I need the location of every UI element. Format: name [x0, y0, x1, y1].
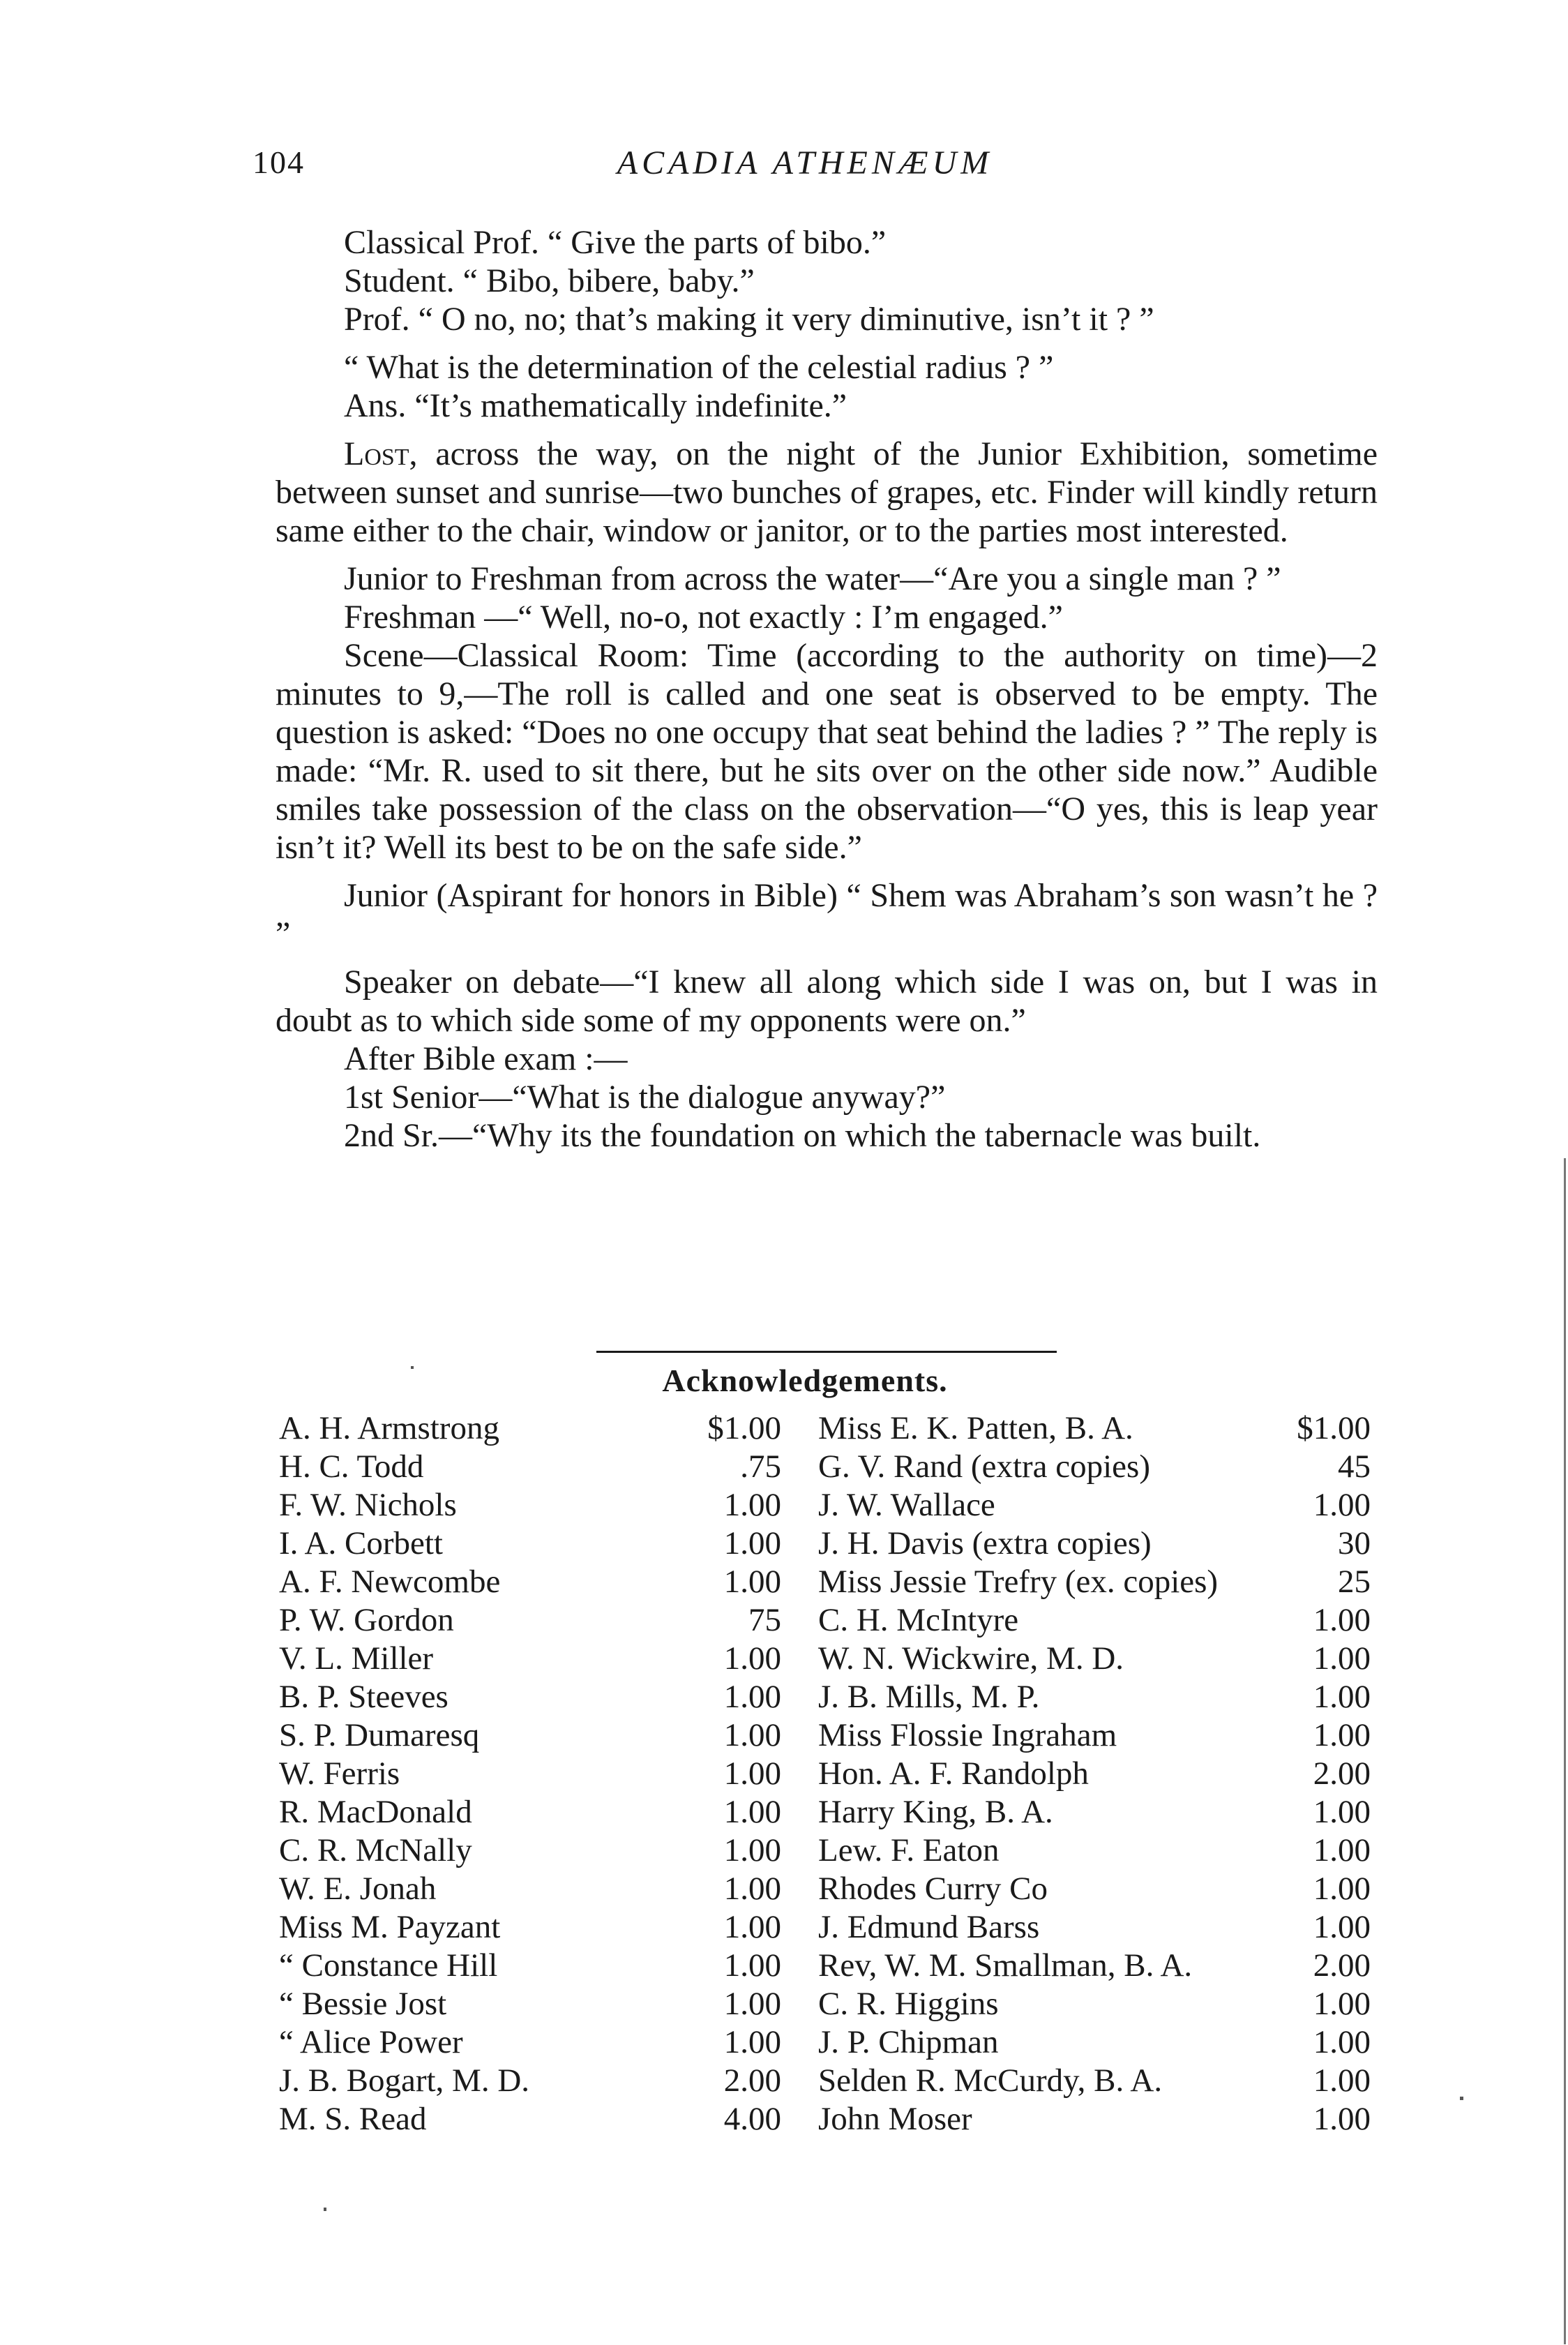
subscription-amount: 1.00 [1313, 1909, 1371, 1945]
subscriber-name: Hon. A. F. Randolph [818, 1755, 1089, 1792]
paragraph-p14 [276, 1116, 1378, 1155]
paragraph-p10 [276, 876, 1378, 953]
subscriber-name: Miss Jessie Trefry (ex. copies) [818, 1564, 1219, 1600]
subscriber-name: W. N. Wickwire, M. D. [818, 1640, 1124, 1677]
subscriber-name: W. E. Jonah [279, 1871, 437, 1907]
subscriber-name: “ Bessie Jost [279, 1986, 447, 2022]
subscription-amount: 75 [748, 1602, 781, 1638]
subscription-amount: 1.00 [1313, 1679, 1371, 1715]
subscriber-name: A. H. Armstrong [279, 1410, 499, 1446]
subscriber-name: S. P. Dumaresq [279, 1717, 480, 1753]
subscriber-name: M. S. Read [279, 2101, 427, 2137]
subscription-amount: 1.00 [723, 2024, 781, 2060]
paragraph-text: Ans. “It’s mathematically indefinite.” [344, 387, 847, 424]
subscriber-name: J. B. Bogart, M. D. [279, 2062, 530, 2099]
subscription-amount: 1.00 [1313, 2024, 1371, 2060]
subscription-amount: 1.00 [1313, 1487, 1371, 1523]
subscription-amount: 4.00 [723, 2101, 781, 2137]
paragraph-p1 [276, 223, 1378, 262]
subscriber-name: “ Constance Hill [279, 1947, 498, 1984]
paragraph-text: Prof. “ O no, no; that’s making it very diminutive, isn’t it ? ” [344, 301, 1154, 338]
paragraph-text: across the way, on the night of the Junior Exhibition, sometime between sunset and sunrise—two bunches of grapes, etc. Finder will kindly return same either to the chair, window or janitor, or to the parties most interested. [276, 435, 1378, 549]
subscriber-name: Harry King, B. A. [818, 1794, 1053, 1830]
subscriber-name: R. MacDonald [279, 1794, 472, 1830]
paragraph-text: Freshman —“ Well, no-o, not exactly : I’m engaged.” [344, 599, 1063, 636]
paragraph-text: Junior (Aspirant for honors in Bible) “ Shem was Abraham’s son wasn’t he ? ” [276, 877, 1378, 952]
subscriber-name: Rev, W. M. Smallman, B. A. [818, 1947, 1193, 1984]
subscription-amount: 1.00 [723, 1564, 781, 1600]
subscriber-name: A. F. Newcombe [279, 1564, 501, 1600]
subscription-amount: 1.00 [723, 1947, 781, 1984]
subscriber-name: P. W. Gordon [279, 1602, 454, 1638]
subscriber-name: C. R. McNally [279, 1832, 472, 1868]
subscription-amount: 1.00 [723, 1755, 781, 1792]
subscription-amount: 1.00 [723, 1525, 781, 1561]
subscription-amount: 25 [1338, 1564, 1371, 1600]
paragraph-text: Student. “ Bibo, bibere, baby.” [344, 262, 755, 299]
subscription-amount: .75 [740, 1448, 781, 1485]
paragraph-p7 [276, 560, 1378, 598]
subscription-amount: 1.00 [1313, 1717, 1371, 1753]
subscription-amount: 1.00 [723, 1832, 781, 1868]
paragraph-lead-word: Lost, [344, 435, 418, 472]
subscriber-name: C. H. McIntyre [818, 1602, 1019, 1638]
paragraph-p9 [276, 636, 1378, 867]
paragraph-p8 [276, 598, 1378, 636]
paragraph-text: Scene—Classical Room: Time (according to the authority on time)—2 minutes to 9,—The roll is called and one seat is observed to be empty. The question is asked: “Does no one occupy that seat behind the ladies ? ” The reply is made: “Mr. R. used to sit there, but he sits over on the other side now.” Audible smiles take possession of the class on the observation—“O yes, this is leap year isn’t it? Well its best to be on the safe side.” [276, 637, 1378, 866]
subscriber-name: Lew. F. Eaton [818, 1832, 1000, 1868]
paragraph-text: Junior to Freshman from across the water—“Are you a single man ? ” [344, 560, 1281, 597]
subscriber-name: J. Edmund Barss [818, 1909, 1040, 1945]
subscriber-name: F. W. Nichols [279, 1487, 457, 1523]
subscription-amount: 1.00 [1313, 1871, 1371, 1907]
subscriber-name: C. R. Higgins [818, 1986, 999, 2022]
page-number: 104 [252, 144, 305, 180]
subscription-amount: 1.00 [1313, 2062, 1371, 2099]
subscriber-name: Miss E. K. Patten, B. A. [818, 1410, 1133, 1446]
subscriber-name: J. B. Mills, M. P. [818, 1679, 1040, 1715]
subscription-amount: 1.00 [723, 1487, 781, 1523]
scan-speck [324, 2208, 326, 2211]
paragraph-text: After Bible exam :— [344, 1040, 628, 1077]
paragraph-p11 [276, 963, 1378, 1040]
running-title: ACADIA ATHENÆUM [617, 144, 993, 181]
scan-speck [1460, 2097, 1463, 2100]
article-body [276, 223, 1378, 1155]
subscription-amount: 2.00 [1313, 1947, 1371, 1984]
subscription-amount: 2.00 [1313, 1755, 1371, 1792]
subscriber-name: “ Alice Power [279, 2024, 463, 2060]
paragraph-p13 [276, 1078, 1378, 1116]
paragraph-text: 2nd Sr.—“Why its the foundation on which the tabernacle was built. [344, 1117, 1261, 1154]
subscriber-name: Miss M. Payzant [279, 1909, 501, 1945]
subscription-amount: 1.00 [723, 1986, 781, 2022]
subscriber-name: Rhodes Curry Co [818, 1871, 1048, 1907]
subscriber-name: J. W. Wallace [818, 1487, 995, 1523]
subscription-amount: $1.00 [707, 1410, 781, 1446]
subscriber-name: J. H. Davis (extra copies) [818, 1525, 1152, 1561]
scan-edge-line [1564, 1158, 1566, 2344]
subscription-amount: 1.00 [1313, 1794, 1371, 1830]
subscription-amount: 1.00 [1313, 1602, 1371, 1638]
subscription-amount: 1.00 [1313, 2101, 1371, 2137]
subscriber-name: Selden R. McCurdy, B. A. [818, 2062, 1163, 2099]
paragraph-p6 [276, 435, 1378, 550]
subscriber-name: I. A. Corbett [279, 1525, 443, 1561]
subscription-amount: 45 [1338, 1448, 1371, 1485]
paragraph-text: 1st Senior—“What is the dialogue anyway?” [344, 1079, 946, 1116]
subscriber-name: W. Ferris [279, 1755, 400, 1792]
paragraph-text: Classical Prof. “ Give the parts of bibo.” [344, 224, 887, 261]
subscription-amount: 1.00 [723, 1871, 781, 1907]
section-rule [596, 1351, 1057, 1353]
paragraph-text: “ What is the determination of the celestial radius ? ” [344, 349, 1054, 386]
subscriber-name: G. V. Rand (extra copies) [818, 1448, 1150, 1485]
paragraph-p3 [276, 300, 1378, 338]
subscription-amount: 1.00 [723, 1909, 781, 1945]
subscription-amount: 1.00 [1313, 1986, 1371, 2022]
subscriber-name: H. C. Todd [279, 1448, 424, 1485]
subscriber-name: J. P. Chipman [818, 2024, 999, 2060]
acknowledgements-heading: Acknowledgements. [662, 1363, 948, 1398]
subscription-amount: 1.00 [1313, 1640, 1371, 1677]
paragraph-p4 [276, 348, 1378, 387]
scan-speck [411, 1366, 414, 1369]
subscription-amount: 1.00 [723, 1640, 781, 1677]
subscription-amount: 1.00 [1313, 1832, 1371, 1868]
subscription-amount: $1.00 [1297, 1410, 1371, 1446]
subscriber-name: John Moser [818, 2101, 972, 2137]
subscription-amount: 30 [1338, 1525, 1371, 1561]
subscriber-name: B. P. Steeves [279, 1679, 448, 1715]
subscription-amount: 1.00 [723, 1717, 781, 1753]
subscription-amount: 1.00 [723, 1679, 781, 1715]
subscription-amount: 1.00 [723, 1794, 781, 1830]
paragraph-p5 [276, 387, 1378, 425]
paragraph-p12 [276, 1040, 1378, 1078]
subscription-amount: 2.00 [723, 2062, 781, 2099]
subscriber-name: Miss Flossie Ingraham [818, 1717, 1117, 1753]
paragraph-text: Speaker on debate—“I knew all along which side I was on, but I was in doubt as to which side some of my opponents were on.” [276, 964, 1378, 1039]
subscriber-name: V. L. Miller [279, 1640, 434, 1677]
page-header [0, 144, 1568, 186]
paragraph-p2 [276, 262, 1378, 300]
